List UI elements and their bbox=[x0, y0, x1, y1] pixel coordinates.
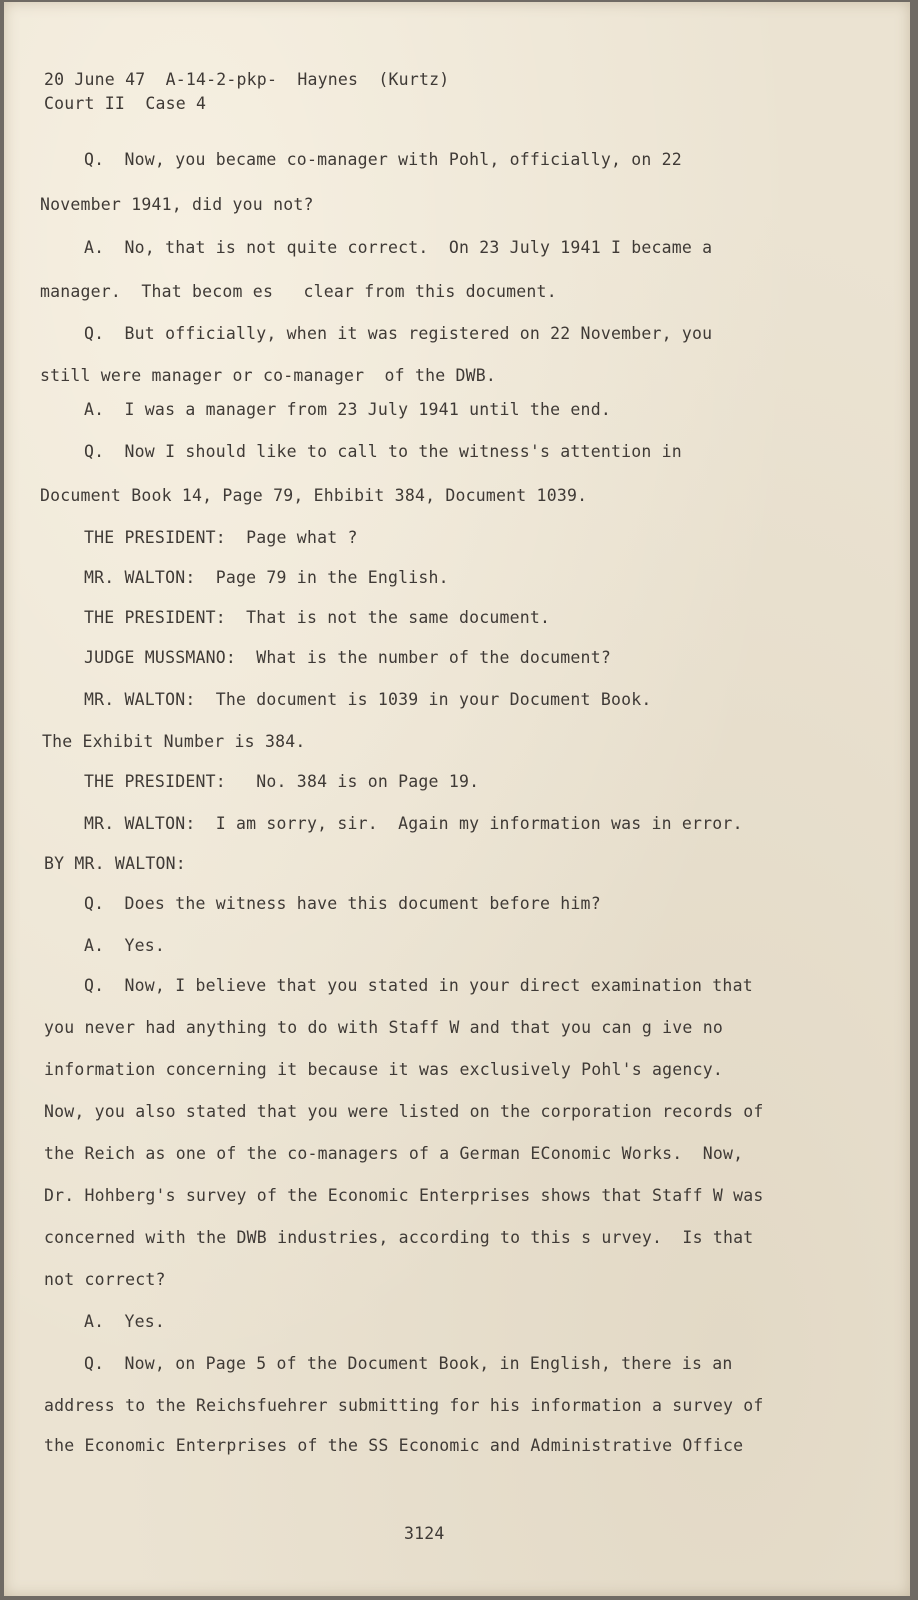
text-line: still were manager or co-manager of the DWB. bbox=[40, 366, 497, 385]
text-line: THE PRESIDENT: Page what ? bbox=[84, 528, 358, 547]
text-line: Q. Now I should like to call to the witness's attention in bbox=[84, 442, 682, 461]
text-line: the Economic Enterprises of the SS Economic and Administrative Office bbox=[44, 1436, 744, 1455]
text-line: JUDGE MUSSMANO: What is the number of the document? bbox=[84, 648, 611, 667]
text-line: Now, you also stated that you were listed on the corporation records of bbox=[44, 1102, 764, 1121]
text-line: A. I was a manager from 23 July 1941 until the end. bbox=[84, 400, 611, 419]
text-line: THE PRESIDENT: No. 384 is on Page 19. bbox=[84, 772, 480, 791]
text-line: Document Book 14, Page 79, Ehbibit 384, Document 1039. bbox=[40, 486, 588, 505]
text-line: The Exhibit Number is 384. bbox=[42, 732, 306, 751]
text-line: Q. Now, I believe that you stated in your direct examination that bbox=[84, 976, 753, 995]
text-line: MR. WALTON: Page 79 in the English. bbox=[84, 568, 449, 587]
text-line: A. Yes. bbox=[84, 936, 166, 955]
text-line: information concerning it because it was exclusively Pohl's agency. bbox=[44, 1060, 723, 1079]
text-line: Q. But officially, when it was registered on 22 November, you bbox=[84, 324, 713, 343]
text-line: MR. WALTON: The document is 1039 in your Document Book. bbox=[84, 690, 652, 709]
text-line: Q. Now, on Page 5 of the Document Book, in English, there is an bbox=[84, 1354, 733, 1373]
text-line: address to the Reichsfuehrer submitting for his information a survey of bbox=[44, 1396, 764, 1415]
text-line: A. Yes. bbox=[84, 1312, 166, 1331]
text-line: manager. That becom es clear from this document. bbox=[40, 282, 557, 301]
document-page bbox=[4, 2, 910, 1596]
text-line: November 1941, did you not? bbox=[40, 195, 314, 214]
text-line: not correct? bbox=[44, 1270, 166, 1289]
text-line: BY MR. WALTON: bbox=[44, 854, 186, 873]
text-line: you never had anything to do with Staff W and that you can g ive no bbox=[44, 1018, 723, 1037]
header-line-2: Court II Case 4 bbox=[44, 94, 207, 113]
page-number: 3124 bbox=[404, 1524, 445, 1543]
text-line: Dr. Hohberg's survey of the Economic Enterprises shows that Staff W was bbox=[44, 1186, 764, 1205]
text-line: THE PRESIDENT: That is not the same document. bbox=[84, 608, 551, 627]
text-line: the Reich as one of the co-managers of a German EConomic Works. Now, bbox=[44, 1144, 744, 1163]
text-line: A. No, that is not quite correct. On 23 July 1941 I became a bbox=[84, 238, 713, 257]
text-line: concerned with the DWB industries, according to this s urvey. Is that bbox=[44, 1228, 754, 1247]
text-line: MR. WALTON: I am sorry, sir. Again my information was in error. bbox=[84, 814, 743, 833]
text-line: Q. Does the witness have this document before him? bbox=[84, 894, 601, 913]
text-line: Q. Now, you became co-manager with Pohl, officially, on 22 bbox=[84, 150, 682, 169]
header-line-1: 20 June 47 A-14-2-pkp- Haynes (Kurtz) bbox=[44, 70, 450, 89]
